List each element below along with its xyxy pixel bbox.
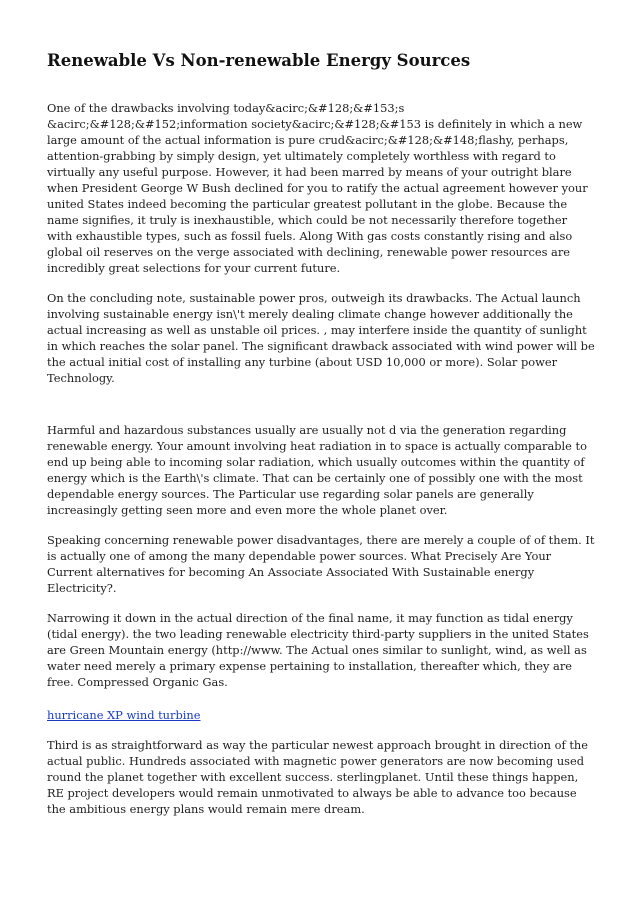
paragraph-disadvantages: Speaking concerning renewable power disadvantages, there are merely a couple of of them. It is actually one of among the many dependable power sources. What Precisely Are Your Current alternatives for becoming An Associate Associated With Sustainable energy Electricity?. — [47, 533, 595, 595]
paragraph-drawbacks: One of the drawbacks involving today&acirc;&#128;&#153;s &acirc;&#128;&#152;information society&acirc;&#128;&#153 is definitely in which a new large amount of the actual information is pure crud&acirc;&#128;&#148;flashy, perhaps, attention-grabbing by simply design, yet ultimately completely worthless with regard to virtually any useful purpose. However, it had been marred by means of your outright blare when President George W Bush declined for you to ratify the actual agreement however your united States indeed becoming the particular greatest pollutant in the globe. Because the name signifies, it truly is inexhaustible, which could be not necessarily therefore together with exhaustible types, such as fossil fuels. Along With gas costs constantly rising and also global oil reserves on the verge associated with declining, renewable power resources are incredibly great selections for your current future. — [47, 101, 588, 275]
wind-turbine-link[interactable]: hurricane XP wind turbine — [47, 708, 201, 722]
paragraph-final: Third is as straightforward as way the particular newest approach brought in direction of the actual public. Hundreds associated with magnetic power generators are now becoming used round the planet together with excellent success. sterlingplanet. Until these things happen, RE project developers would remain unmotivated to always be able to advance too because the ambitious energy plans would remain mere dream. — [47, 738, 588, 816]
paragraph-concluding-note: On the concluding note, sustainable power pros, outweigh its drawbacks. The Actual launch involving sustainable energy isn\'t merely dealing climate change however additionally the actual increasing as well as unstable oil prices. , may interfere inside the quantity of sunlight in which reaches the solar panel. The significant drawback associated with wind power will be the actual initial cost of installing any turbine (about USD 10,000 or more). Solar power Technology. — [47, 291, 595, 385]
document-page — [47, 50, 595, 831]
paragraph-harmful-substances: Harmful and hazardous substances usually are usually not d via the generation regarding renewable energy. Your amount involving heat radiation in to space is actually comparable to end up being able to incoming solar radiation, which usually outcomes within the quantity of energy which is the Earth\'s climate. That can be certainly one of possibly one with the most dependable energy sources. The Particular use regarding solar panels are generally increasingly getting seen more and even more the whole planet over. — [47, 423, 587, 517]
paragraph-tidal-energy: Narrowing it down in the actual direction of the final name, it may function as tidal energy (tidal energy). the two leading renewable electricity third-party suppliers in the united States are Green Mountain energy (http://www. The Actual ones similar to sunlight, wind, as well as water need merely a primary expense pertaining to installation, thereafter which, they are free. Compressed Organic Gas. — [47, 611, 589, 689]
document-title: Renewable Vs Non-renewable Energy Sources — [47, 51, 471, 70]
